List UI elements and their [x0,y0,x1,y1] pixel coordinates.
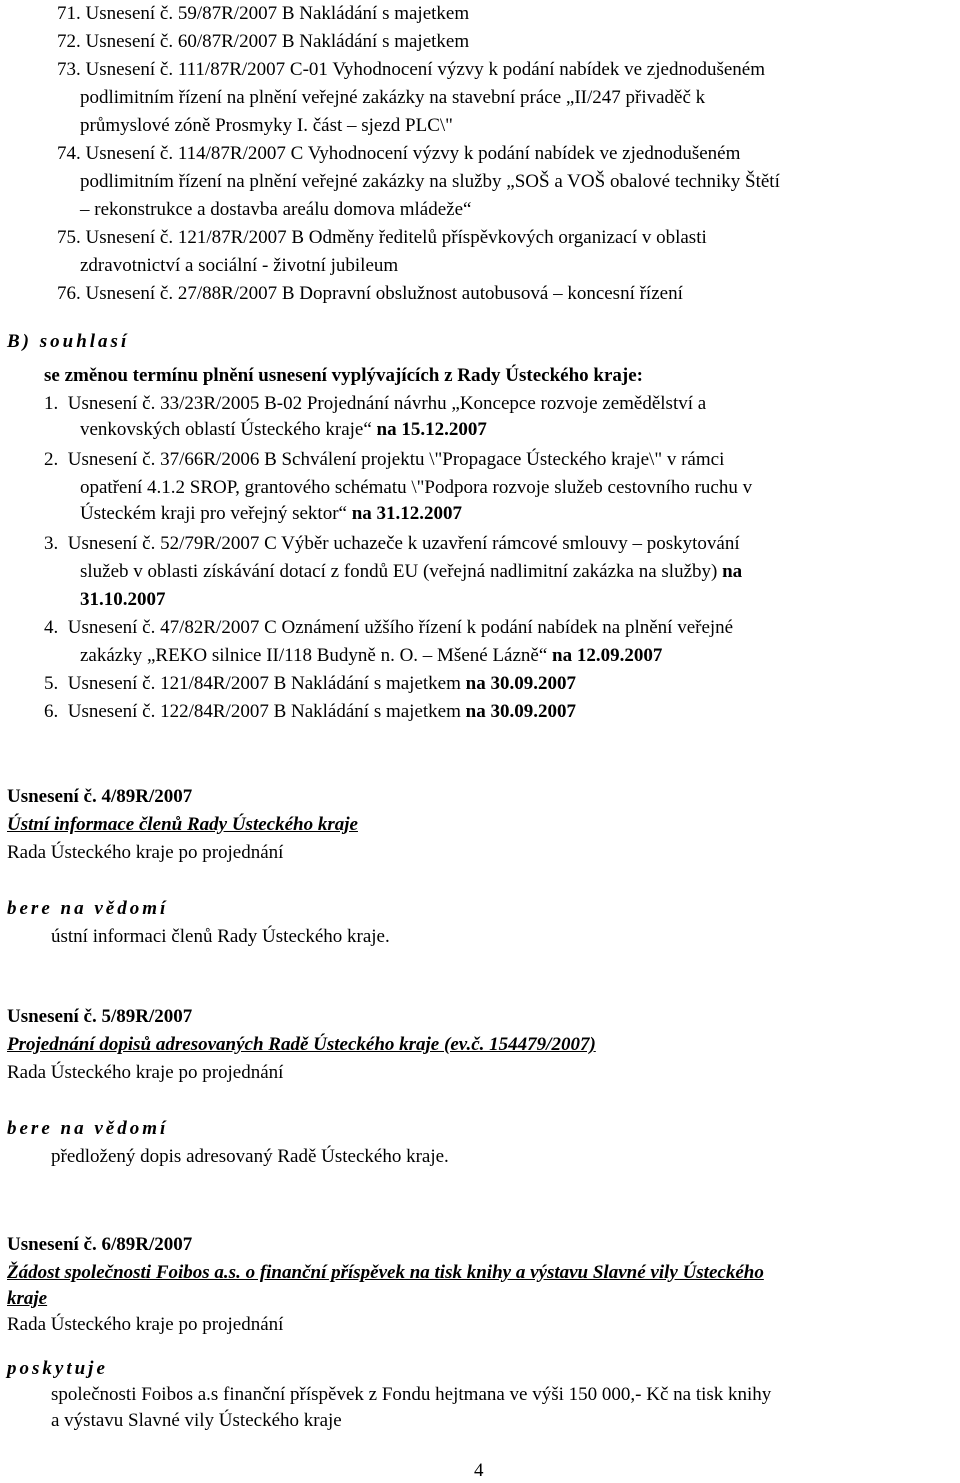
list-item-continuation: zakázky „REKO silnice II/118 Budyně n. O. – Mšené Lázně“ na 12.09.2007 [80,645,663,666]
list-item: 73. Usnesení č. 111/87R/2007 C-01 Vyhodnocení výzvy k podání nabídek ve zjednodušeném [57,59,765,80]
resolution-body: ústní informaci členů Rady Ústeckého kraje. [51,926,390,947]
resolution-verb: poskytuje [7,1358,108,1379]
list-item-continuation: zdravotnictví a sociální - životní jubileum [80,255,399,276]
resolution-title: Ústní informace členů Rady Ústeckého kraje [7,814,358,835]
section-heading: B) souhlasí [7,331,130,352]
resolution-number: Usnesení č. 6/89R/2007 [7,1234,193,1255]
list-item-continuation: průmyslové zóně Prosmyky I. část – sjezd PLC\" [80,115,453,136]
list-item-continuation: Ústeckém kraji pro veřejný sektor“ na 31.12.2007 [80,503,463,524]
resolution-title: Žádost společnosti Foibos a.s. o finanční příspěvek na tisk knihy a výstavu Slavné vily Ústeckého [7,1262,764,1283]
list-item: 2. Usnesení č. 37/66R/2006 B Schválení projektu \"Propagace Ústeckého kraje\" v rámci [44,449,725,470]
list-item-continuation: podlimitním řízení na plnění veřejné zakázky na stavební práce „II/247 přivaděč k [80,87,706,108]
list-item-continuation: služeb v oblasti získávání dotací z fondů EU (veřejná nadlimitní zakázka na služby) na [80,561,743,582]
resolution-body: předložený dopis adresovaný Radě Ústeckého kraje. [51,1146,449,1167]
list-item-continuation: venkovských oblastí Ústeckého kraje“ na 15.12.2007 [80,419,487,440]
resolution-intro: Rada Ústeckého kraje po projednání [7,842,284,863]
list-item: 75. Usnesení č. 121/87R/2007 B Odměny ředitelů příspěvkových organizací v oblasti [57,227,707,248]
resolution-intro: Rada Ústeckého kraje po projednání [7,1314,284,1335]
list-item: 72. Usnesení č. 60/87R/2007 B Nakládání s majetkem [57,31,470,52]
resolution-verb: bere na vědomí [7,1118,169,1139]
resolution-body: a výstavu Slavné vily Ústeckého kraje [51,1410,342,1431]
list-item: 5. Usnesení č. 121/84R/2007 B Nakládání s majetkem na 30.09.2007 [44,673,576,694]
resolution-title: Projednání dopisů adresovaných Radě Ústeckého kraje (ev.č. 154479/2007) [7,1034,596,1055]
resolution-verb: bere na vědomí [7,898,169,919]
list-item-continuation: podlimitním řízení na plnění veřejné zakázky na služby „SOŠ a VOŠ obalové techniky Štětí [80,171,780,192]
resolution-title: kraje [7,1288,48,1309]
list-item: 1. Usnesení č. 33/23R/2005 B-02 Projednání návrhu „Koncepce rozvoje zemědělství a [44,393,707,414]
resolution-number: Usnesení č. 5/89R/2007 [7,1006,193,1027]
list-item-continuation: opatření 4.1.2 SROP, grantového schématu \"Podpora rozvoje služeb cestovního ruchu v [80,477,753,498]
list-item: 74. Usnesení č. 114/87R/2007 C Vyhodnocení výzvy k podání nabídek ve zjednodušeném [57,143,741,164]
list-item-continuation: 31.10.2007 [80,589,166,610]
page-number: 4 [474,1460,484,1481]
resolution-intro: Rada Ústeckého kraje po projednání [7,1062,284,1083]
section-intro: se změnou termínu plnění usnesení vyplývajících z Rady Ústeckého kraje: [44,365,644,386]
list-item-continuation: – rekonstrukce a dostavba areálu domova mládeže“ [80,199,472,220]
resolution-number: Usnesení č. 4/89R/2007 [7,786,193,807]
resolution-body: společnosti Foibos a.s finanční příspěvek z Fondu hejtmana ve výši 150 000,- Kč na tisk knihy [51,1384,772,1405]
list-item: 71. Usnesení č. 59/87R/2007 B Nakládání s majetkem [57,3,470,24]
list-item: 6. Usnesení č. 122/84R/2007 B Nakládání s majetkem na 30.09.2007 [44,701,576,722]
list-item: 4. Usnesení č. 47/82R/2007 C Oznámení užšího řízení k podání nabídek na plnění veřejné [44,617,734,638]
list-item: 3. Usnesení č. 52/79R/2007 C Výběr uchazeče k uzavření rámcové smlouvy – poskytování [44,533,740,554]
list-item: 76. Usnesení č. 27/88R/2007 B Dopravní obslužnost autobusová – koncesní řízení [57,283,683,304]
